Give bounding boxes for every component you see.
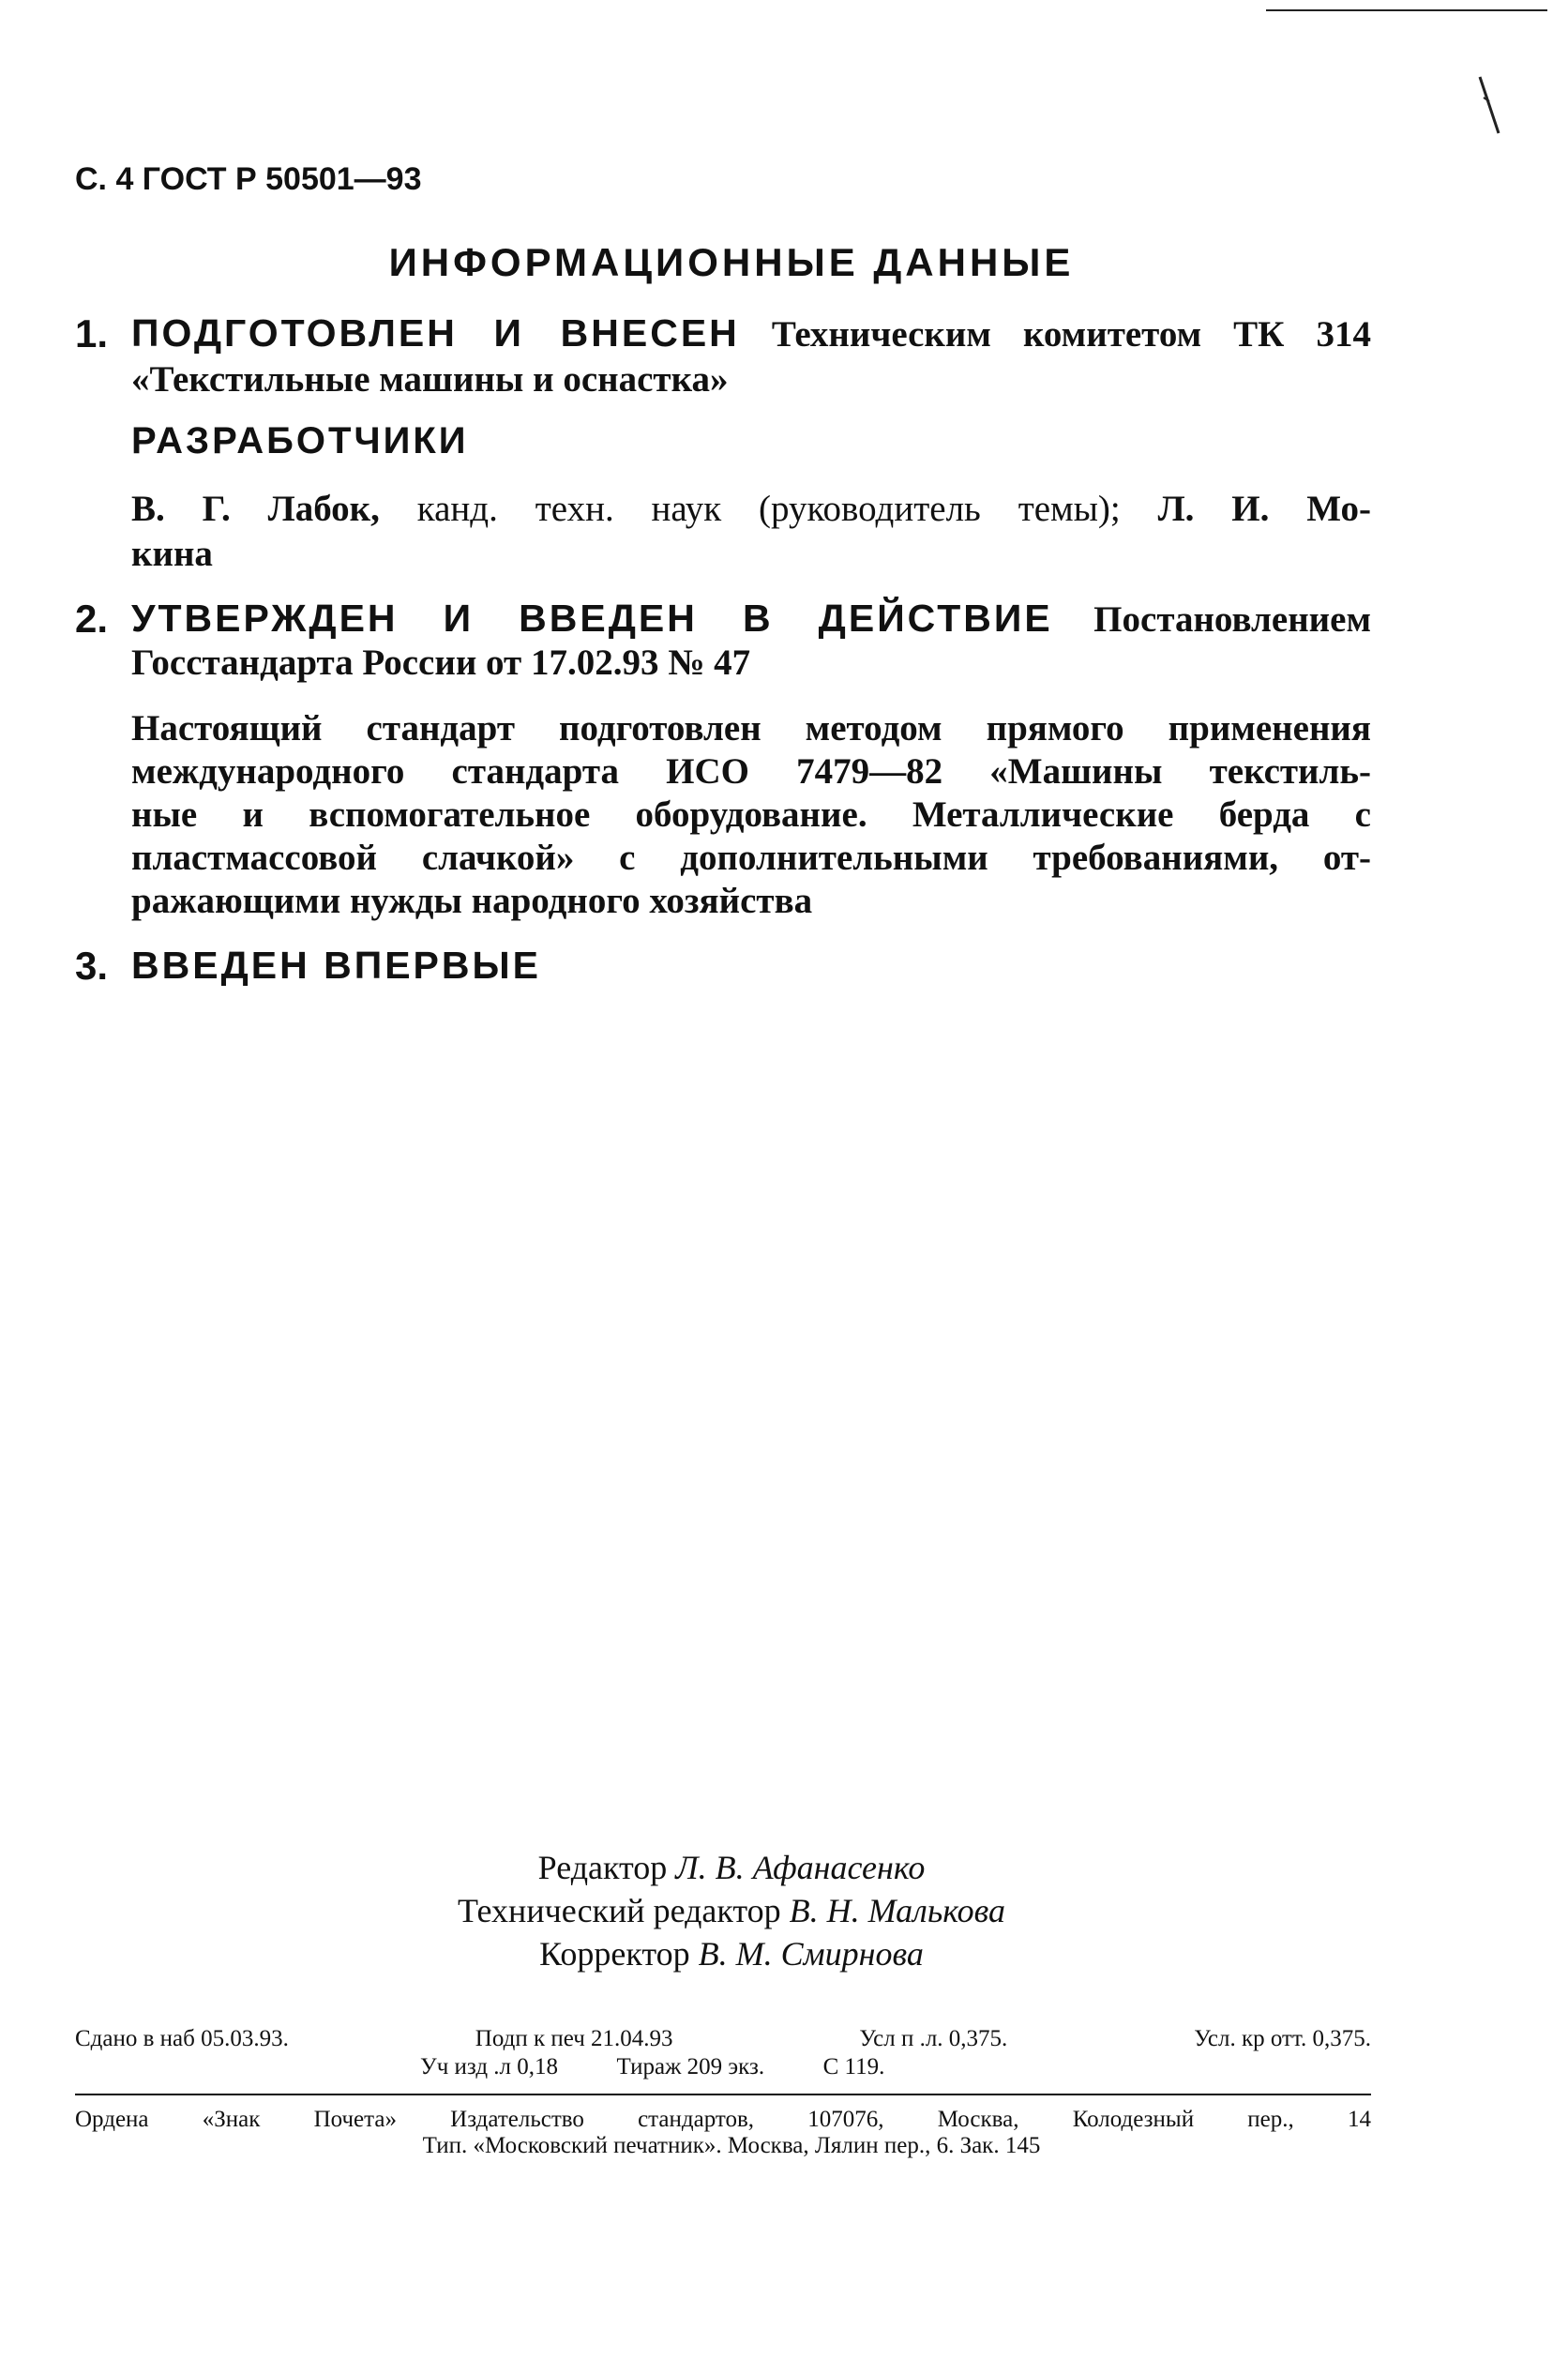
developers-line-2: кина — [131, 534, 213, 574]
imprint-color-sheets: Усл. кр отт. 0,375. — [1194, 2026, 1371, 2051]
imprint-print-sheets: Усл п .л. 0,375. — [859, 2026, 1008, 2051]
note-line-5: ражающими нужды народного хозяйства — [131, 881, 813, 921]
credit-tech-editor — [0, 1889, 1463, 1932]
developers-heading: РАЗРАБОТЧИКИ — [131, 420, 469, 461]
imprint-price: С 119. — [822, 2054, 885, 2079]
credit-tech-role: Технический редактор — [457, 1892, 781, 1929]
credit-tech-name: В. Н. Малькова — [789, 1892, 1006, 1929]
item-3-heading: ВВЕДЕН ВПЕРВЫЕ — [131, 944, 541, 987]
imprint-run: Тираж 209 экз. — [616, 2054, 765, 2079]
credit-proofreader — [0, 1932, 1463, 1975]
note-line-4: пластмассовой слачкой» с дополнительными требованиями, от- — [131, 838, 1371, 878]
page-header: С. 4 ГОСТ Р 50501—93 — [75, 161, 422, 197]
imprint-print-date: Подп к печ 21.04.93 — [475, 2026, 673, 2051]
credit-proof-name: В. М. Смирнова — [698, 1935, 924, 1973]
note-line-2: международного стандарта ИСО 7479—82 «Машины текстиль- — [131, 751, 1371, 792]
imprint-divider — [75, 2094, 1371, 2095]
imprint-publ-sheets: Уч изд .л 0,18 — [420, 2054, 559, 2079]
item-1-heading: ПОДГОТОВЛЕН И ВНЕСЕН — [131, 311, 740, 355]
credit-editor-role: Редактор — [537, 1849, 668, 1886]
item-3-number: 3. — [75, 944, 109, 988]
developer-1-title: канд. техн. наук (руководитель темы); — [416, 489, 1121, 529]
section-title: ИНФОРМАЦИОННЫЕ ДАННЫЕ — [388, 240, 1075, 284]
item-2-line-1 — [131, 597, 1371, 641]
imprint-line-1 — [75, 2026, 1371, 2052]
item-1-line-2: «Текстильные машины и оснастка» — [131, 359, 729, 400]
credits-block — [0, 1846, 1463, 1975]
developer-1-name: В. Г. Лабок, — [131, 489, 380, 529]
item-1-text: Техническим комитетом ТК 314 — [771, 314, 1371, 355]
developer-2-name: Л. И. Мо- — [1157, 489, 1372, 529]
item-1-line-1 — [131, 311, 1371, 355]
top-edge-rule — [1266, 9, 1547, 11]
note-line-1: Настоящий стандарт подготовлен методом прямого применения — [131, 708, 1371, 749]
scan-mark — [1476, 73, 1504, 139]
publisher-line-1: Ордена «Знак Почета» Издательство стандартов, 107076, Москва, Колодезный пер., 14 — [75, 2107, 1371, 2132]
imprint-line-2 — [420, 2054, 884, 2080]
item-2-line-2: Госстандарта России от 17.02.93 № 47 — [131, 643, 751, 683]
item-2-number: 2. — [75, 597, 109, 641]
credit-editor-name: Л. В. Афанасенко — [675, 1849, 926, 1886]
item-1-number: 1. — [75, 311, 109, 355]
note-line-3: ные и вспомогательное оборудование. Металлические берда с — [131, 794, 1371, 835]
publisher-line-2: Тип. «Московский печатник». Москва, Лялин пер., 6. Зак. 145 — [422, 2133, 1041, 2158]
item-2-text: Постановлением — [1093, 599, 1372, 640]
imprint-typeset-date: Сдано в наб 05.03.93. — [75, 2026, 289, 2051]
item-2-heading: УТВЕРЖДЕН И ВВЕДЕН В ДЕЙСТВИЕ — [131, 597, 1053, 640]
credit-proof-role: Корректор — [539, 1935, 690, 1973]
developers-line-1 — [131, 488, 1371, 530]
credit-editor — [0, 1846, 1463, 1889]
